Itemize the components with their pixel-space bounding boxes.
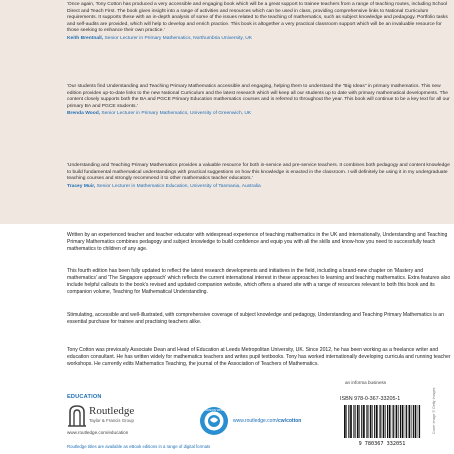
barcode xyxy=(340,404,424,446)
quote-text: 'Understanding and Teaching Primary Mathematics provides a valuable resource for both in-service and pre-service teachers. It combines both pedagogy and content knowledge to build fundamental mathematical understandings with practical suggestions on how this knowledge is enacted in the classroom. I will definitely be using it in my undergraduate teaching courses and strongly recommend it to other mathematics teacher educators.' xyxy=(67,163,450,181)
companion-website-badge-icon xyxy=(199,406,229,436)
barcode-bar xyxy=(346,405,347,438)
subject-label: EDUCATION xyxy=(67,394,102,400)
barcode-bar xyxy=(413,405,414,438)
badge-label: COMPANION WEBSITE xyxy=(199,409,229,413)
quote-author: Tracey Muir, xyxy=(67,183,96,189)
barcode-bar xyxy=(370,405,372,438)
barcode-digits: 9 780367 332051 xyxy=(358,441,406,446)
barcode-bar xyxy=(379,405,380,438)
author-bio: Tony Cotton was previously Associate Dean and Head of Education at Leeds Metropolitan University, UK. Since 2012, he has been working as a freelance writer and education consultant. He has written widely for mathematics teachers and writes pupil textbooks. Tony has worked internationally developing curricula and running teacher workshops. He currently edits Mathematics Teaching, the journal of the Association of Teachers of Mathematics. xyxy=(67,347,451,367)
barcode-bar xyxy=(380,405,381,438)
barcode-bar xyxy=(344,405,346,438)
barcode-bar xyxy=(400,405,401,438)
barcode-bar xyxy=(372,405,373,438)
barcode-bar xyxy=(350,405,352,438)
barcode-bar xyxy=(354,405,355,438)
imprint-tagline: an informa business xyxy=(345,380,387,385)
barcode-bar xyxy=(366,405,367,438)
barcode-bar xyxy=(389,405,391,438)
barcode-bar xyxy=(348,405,349,438)
barcode-bar xyxy=(419,405,420,438)
barcode-bar xyxy=(353,405,354,438)
barcode-bar xyxy=(359,405,360,438)
barcode-bar xyxy=(402,405,404,438)
barcode-bar xyxy=(409,405,411,438)
barcode-bar xyxy=(392,405,393,438)
barcode-bar xyxy=(418,405,419,438)
quote-role: Senior Lecturer in Primary Mathematics, University of Greenwich, UK xyxy=(101,111,252,116)
barcode-bar xyxy=(405,405,406,438)
publisher-name: Routledge xyxy=(89,405,135,417)
barcode-bar xyxy=(376,405,378,438)
quote-text: 'Once again, Tony Cotton has produced a very accessible and engaging book which will be a great support to trainee teachers from a range of teaching routes, including School Direct and Teach First. The book gives insight into a range of activities and resources which can be used in class, providing comprehensive links to National Curriculum requirements. It supports these with an in-depth analysis of some of the issues related to the teaching of mathematics, such as subject knowledge and pedagogy. Portfolio tasks and self-audits are provided, which will help to develop and enrich practice. This book is altogether a very practical classroom support which will be an invaluable resource for those seeking to enhance their own practice.' xyxy=(67,2,448,33)
quote-author: Keith Brentnall, xyxy=(67,35,104,41)
barcode-bar xyxy=(357,405,359,438)
barcode-bar xyxy=(387,405,388,438)
publisher-group: Taylor & Francis Group xyxy=(89,418,134,423)
barcode-bar xyxy=(411,405,412,438)
description-paragraph-3: Stimulating, accessible and well-illustrated, with comprehensive coverage of subject knowledge and pedagogy, Understanding and Teaching Primary Mathematics is an essential purchase for trainee and practising teachers alike. xyxy=(67,312,444,325)
quote-role: Senior Lecturer in Primary Mathematics, Northumbria University, UK xyxy=(104,35,252,41)
barcode-bar xyxy=(393,405,394,438)
quote-author: Brenda Wood, xyxy=(67,111,101,116)
quote-attribution xyxy=(67,184,452,191)
quote-role: Senior Lecturer in Mathematics Education, University of Tasmania, Australia xyxy=(96,183,261,189)
cover-image-credit: Cover image © Getty Images xyxy=(432,387,436,434)
description-paragraph-1: Written by an experienced teacher and teacher educator with widespread experience of teaching mathematics in the UK and internationally, Understanding and Teaching Primary Mathematics combines pedagogy and subject knowledge to build confidence and equip you with all the skills and know-how you need to successfully teach mathematics to children of any age. xyxy=(67,232,448,252)
companion-website-url[interactable]: www.routledge.com/cw/cotton xyxy=(233,418,302,424)
barcode-bar xyxy=(383,405,385,438)
publisher-logo xyxy=(67,403,167,439)
routledge-logo-icon xyxy=(67,404,87,428)
barcode-bar xyxy=(367,405,368,438)
barcode-bar xyxy=(361,405,362,438)
description-paragraph-2: This fourth edition has been fully updated to reflect the latest research developments and initiatives in the field, including a brand-new chapter on 'Mastery and mathematics' and 'The Singapore approach' which reflects the current international interest in these approaches to learning and teaching mathematics. Extra features also include helpful callouts to the book's revised and updated companion website, which offers a shared site with a range of resources relevant to both this book and its companion volume, Teaching for Mathematical Understanding. xyxy=(67,268,451,295)
quote-text: 'Our students find Understanding and Teaching Primary Mathematics accessible and engaging, helping them to understand the "Big Ideas" in primary mathematics. This new edition provides up-to-date links to the new National Curriculum and the latest research which will keep all our students up to date with primary mathematical developments. The content closely supports both the BA and PGCE Primary Education mathematics courses and is referred to throughout the year. This book will continue to be a key text for all our primary BA and PGCE students.' xyxy=(67,84,450,109)
barcode-bar xyxy=(406,405,407,438)
barcode-bar xyxy=(398,405,399,438)
barcode-bar xyxy=(363,405,365,438)
barcode-bar xyxy=(396,405,398,438)
barcode-bar xyxy=(374,405,375,438)
isbn: ISBN 978-0-367-33205-1 xyxy=(340,396,401,402)
endorsement-quote-1 xyxy=(67,2,452,42)
endorsement-quote-3 xyxy=(67,163,452,190)
quote-attribution xyxy=(67,111,452,118)
publisher-url[interactable]: www.routledge.com/education xyxy=(67,430,129,435)
endorsement-quote-2 xyxy=(67,84,452,118)
barcode-bar xyxy=(385,405,386,438)
ebook-note: Routledge titles are available as eBook editions in a range of digital formats xyxy=(67,444,211,449)
barcode-bar xyxy=(415,405,417,438)
quote-attribution xyxy=(67,36,452,43)
